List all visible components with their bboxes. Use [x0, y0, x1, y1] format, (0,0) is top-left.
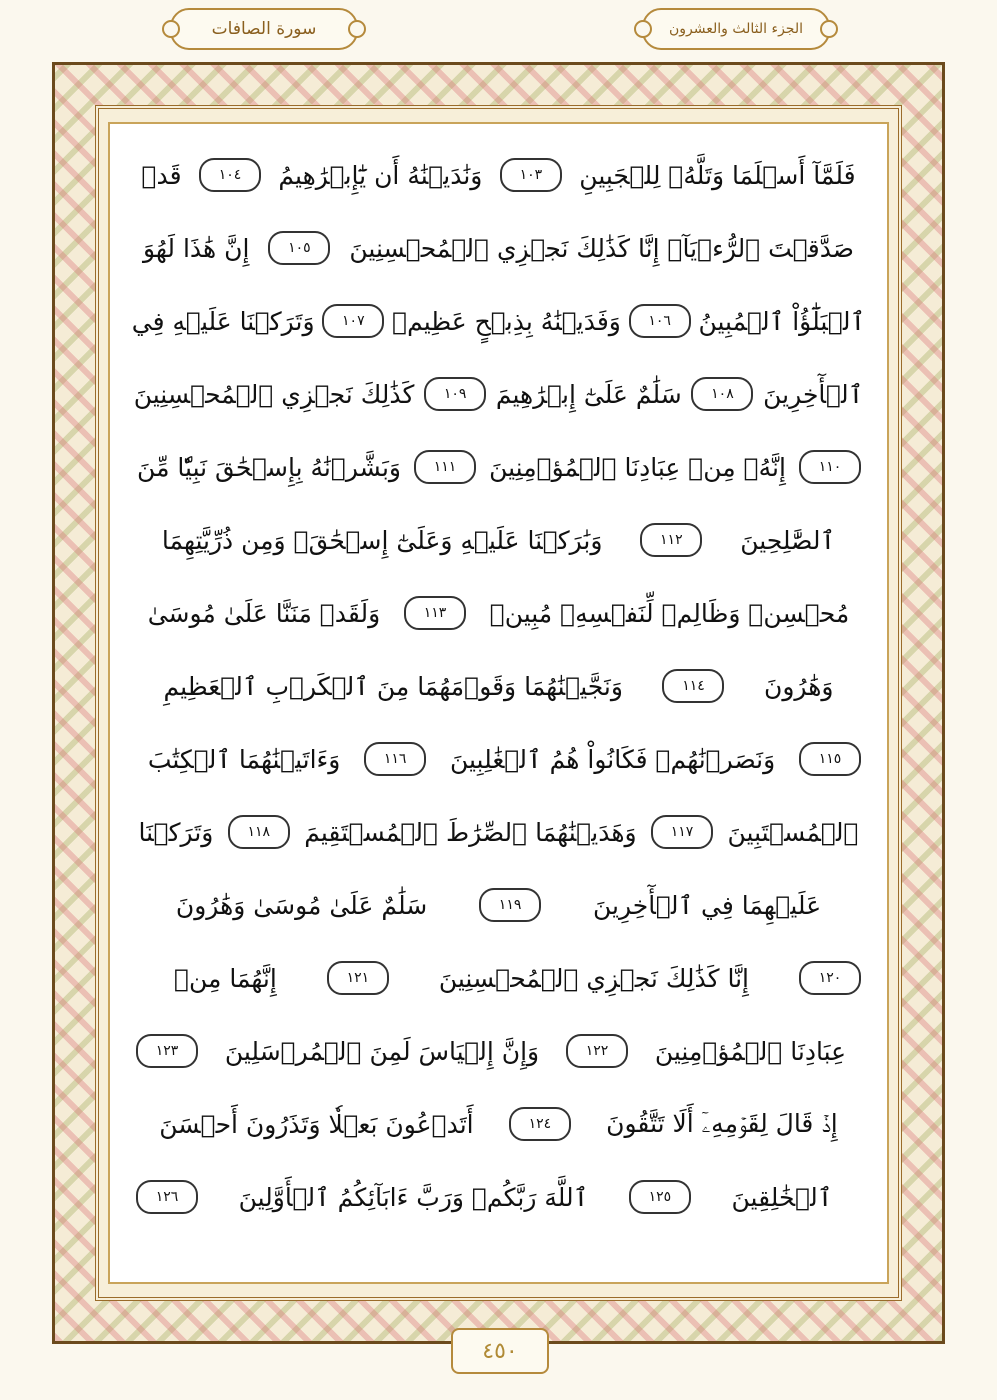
ayah-number-marker: ١١٠ — [799, 450, 861, 484]
verse-text: ٱلۡبَلَٰٓؤُاْ ٱلۡمُبِينُ — [698, 306, 866, 336]
verse-line — [130, 876, 867, 934]
quran-text-panel — [108, 122, 889, 1284]
ayah-number-marker: ١١٢ — [640, 523, 702, 557]
verse-line — [130, 1168, 867, 1226]
verse-text: وَلَقَدۡ مَنَنَّا عَلَىٰ مُوسَىٰ — [147, 598, 381, 628]
ayah-number-marker: ١١٣ — [404, 596, 466, 630]
verse-text: ٱلصَّٰلِحِينَ — [740, 525, 836, 555]
ayah-number-marker: ١١٩ — [479, 888, 541, 922]
verse-line — [130, 146, 867, 204]
page-number: ٤٥٠ — [451, 1328, 549, 1374]
ayah-number-marker: ١٠٣ — [500, 158, 562, 192]
juz-name-label: الجزء الثالث والعشرون — [642, 8, 830, 50]
verse-text: ٱلۡأٓخِرِينَ — [763, 379, 864, 409]
verse-text: وَنَٰدَيۡنَٰهُ أَن يَٰٓإِبۡرَٰهِيمُ — [278, 160, 483, 190]
verse-line — [130, 511, 867, 569]
verse-text: وَتَرَكۡنَا عَلَيۡهِ فِي — [131, 306, 315, 336]
verse-text: مُحۡسِنٞ وَظَالِمٞ لِّنَفۡسِهِۦ مُبِينٞ — [489, 598, 850, 628]
verse-text: وَتَرَكۡنَا — [138, 817, 214, 847]
verse-line — [130, 657, 867, 715]
ayah-number-marker: ١٢٣ — [136, 1034, 198, 1068]
verse-line — [130, 365, 867, 423]
ayah-number-marker: ١١٤ — [662, 669, 724, 703]
ayah-number-marker: ١٢٢ — [566, 1034, 628, 1068]
verse-text: وَنَجَّيۡنَٰهُمَا وَقَوۡمَهُمَا مِنَ ٱلۡكَرۡبِ ٱلۡعَظِيمِ — [163, 671, 623, 701]
verse-text: صَدَّقۡتَ ٱلرُّءۡيَآۚ إِنَّا كَذَٰلِكَ نَجۡزِي ٱلۡمُحۡسِنِينَ — [349, 233, 855, 263]
ayah-number-marker: ١٢٦ — [136, 1180, 198, 1214]
verse-text: قَدۡ — [141, 160, 182, 190]
surah-name-label: سورة الصافات — [170, 8, 358, 50]
ayah-number-marker: ١٠٥ — [268, 231, 330, 265]
verse-line — [130, 803, 867, 861]
verse-text: وَنَصَرۡنَٰهُمۡ فَكَانُواْ هُمُ ٱلۡغَٰلِبِينَ — [449, 744, 776, 774]
verse-text: فَلَمَّآ أَسۡلَمَا وَتَلَّهُۥ لِلۡجَبِينِ — [579, 160, 856, 190]
verse-text: إِذۡ قَالَ لِقَوۡمِهِۦٓ أَلَا تَتَّقُونَ — [606, 1109, 838, 1138]
verse-line — [130, 1095, 867, 1153]
ayah-number-marker: ١٢٤ — [509, 1107, 571, 1141]
verse-text: عَلَيۡهِمَا فِي ٱلۡأٓخِرِينَ — [592, 890, 822, 920]
ayah-number-marker: ١١٦ — [364, 742, 426, 776]
verse-line — [130, 730, 867, 788]
ayah-number-marker: ١٠٨ — [691, 377, 753, 411]
ayah-number-marker: ١١٥ — [799, 742, 861, 776]
verse-line — [130, 219, 867, 277]
verse-text: وَهَدَيۡنَٰهُمَا ٱلصِّرَٰطَ ٱلۡمُسۡتَقِيمَ — [304, 817, 637, 847]
ayah-number-marker: ١٠٤ — [199, 158, 261, 192]
ayah-number-marker: ١٠٦ — [629, 304, 691, 338]
verse-text: سَلَٰمٌ عَلَىٰ مُوسَىٰ وَهَٰرُونَ — [175, 890, 428, 920]
ayah-number-marker: ١١٧ — [651, 815, 713, 849]
verse-text: إِنَّ هَٰذَا لَهُوَ — [142, 233, 250, 263]
verse-text: كَذَٰلِكَ نَجۡزِي ٱلۡمُحۡسِنِينَ — [133, 379, 415, 409]
verse-text: وَبَٰرَكۡنَا عَلَيۡهِ وَعَلَىٰٓ إِسۡحَٰقَۚ وَمِن ذُرِّيَّتِهِمَا — [161, 525, 603, 555]
verse-text: عِبَادِنَا ٱلۡمُؤۡمِنِينَ — [654, 1036, 847, 1066]
verse-text: ٱلۡخَٰلِقِينَ — [731, 1182, 833, 1212]
verse-line — [130, 292, 867, 350]
verse-text: وَهَٰرُونَ — [763, 671, 834, 701]
verse-text: أَتَدۡعُونَ بَعۡلٗا وَتَذَرُونَ أَحۡسَنَ — [159, 1109, 474, 1139]
verse-line — [130, 438, 867, 496]
ayah-number-marker: ١٢٠ — [799, 961, 861, 995]
verse-text: وَبَشَّرۡنَٰهُ بِإِسۡحَٰقَ نَبِيّٗا مِّنَ — [137, 452, 401, 482]
verse-text: ٱللَّهَ رَبَّكُمۡ وَرَبَّ ءَابَآئِكُمُ ٱلۡأَوَّلِينَ — [238, 1182, 589, 1212]
verse-text: وَفَدَيۡنَٰهُ بِذِبۡحٍ عَظِيمٖ — [392, 306, 621, 336]
verse-text: إِنَّهُۥ مِنۡ عِبَادِنَا ٱلۡمُؤۡمِنِينَ — [489, 452, 786, 482]
verse-line — [130, 584, 867, 642]
ayah-number-marker: ١٠٩ — [424, 377, 486, 411]
ayah-number-marker: ١٢١ — [327, 961, 389, 995]
ayah-number-marker: ١١٨ — [228, 815, 290, 849]
verse-text: سَلَٰمٌ عَلَىٰٓ إِبۡرَٰهِيمَ — [495, 379, 682, 409]
verse-text: إِنَّهُمَا مِنۡ — [173, 963, 277, 993]
verse-line — [130, 949, 867, 1007]
verse-text: وَإِنَّ إِلۡيَاسَ لَمِنَ ٱلۡمُرۡسَلِينَ — [224, 1036, 540, 1066]
verse-text: وَءَاتَيۡنَٰهُمَا ٱلۡكِتَٰبَ — [147, 744, 341, 774]
ayah-number-marker: ١١١ — [414, 450, 476, 484]
verse-text: ٱلۡمُسۡتَبِينَ — [727, 817, 859, 847]
ayah-number-marker: ١٠٧ — [322, 304, 384, 338]
verse-line — [130, 1022, 867, 1080]
verse-text: إِنَّا كَذَٰلِكَ نَجۡزِي ٱلۡمُحۡسِنِينَ — [438, 963, 749, 993]
ayah-number-marker: ١٢٥ — [629, 1180, 691, 1214]
